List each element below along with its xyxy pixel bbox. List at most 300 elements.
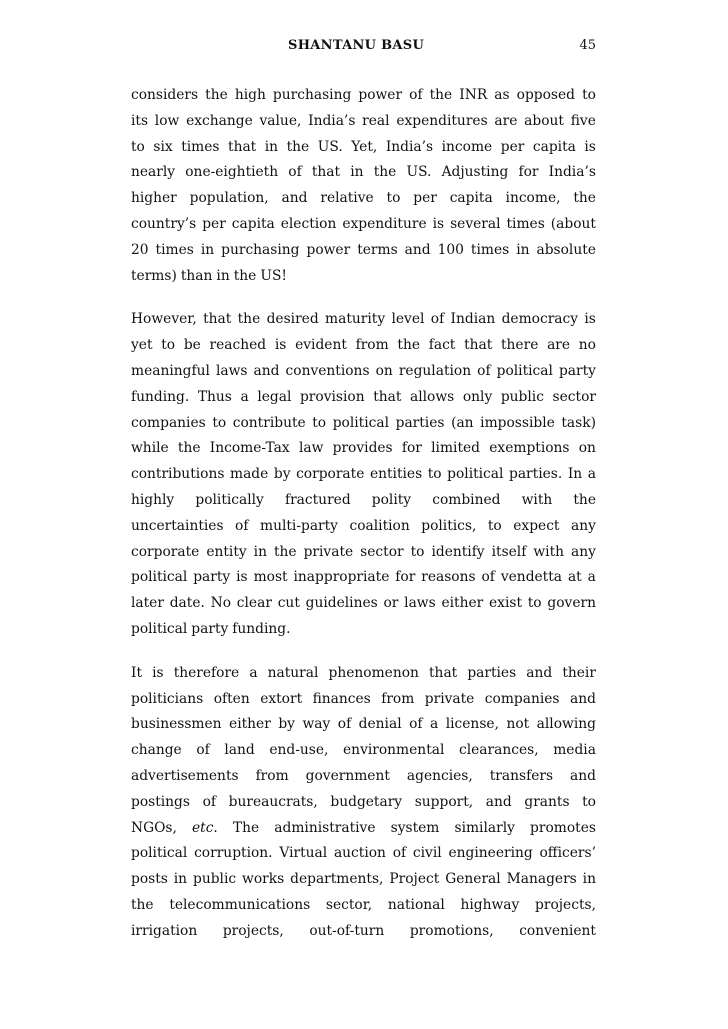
word: desired <box>266 311 319 328</box>
word: system <box>390 819 440 836</box>
word: law <box>298 440 324 457</box>
word: that <box>228 138 257 155</box>
word: the <box>237 311 261 328</box>
word: However, <box>131 311 197 328</box>
word: several <box>450 215 501 232</box>
word: real <box>362 112 390 129</box>
word: limited <box>431 440 481 457</box>
word: out-of-turn <box>309 922 385 939</box>
word: five <box>570 112 596 129</box>
word: any <box>571 543 596 560</box>
word: guidelines <box>305 595 378 612</box>
word: a <box>430 716 439 733</box>
word: way <box>302 716 331 733</box>
word: of <box>392 845 407 862</box>
word: companies <box>484 690 560 707</box>
word: In <box>567 466 583 483</box>
word: parties. <box>509 466 563 483</box>
word: is <box>432 215 445 232</box>
word: (an <box>451 414 474 431</box>
word: and <box>485 793 512 810</box>
word: and <box>526 664 553 681</box>
text-line <box>131 514 596 540</box>
word: promotions, <box>409 922 494 939</box>
word: power <box>358 87 403 103</box>
word: vendetta <box>500 569 563 586</box>
word: low <box>154 112 180 129</box>
word: projects, <box>222 922 284 939</box>
word: allows <box>410 388 455 405</box>
word: per <box>413 190 437 207</box>
word: of <box>409 87 423 103</box>
word: provides <box>332 440 393 457</box>
word: date. <box>169 595 205 612</box>
text-line <box>131 712 596 738</box>
word: politics, <box>421 517 477 534</box>
word: politicians <box>131 690 204 707</box>
word: engineering <box>448 845 533 862</box>
text-line <box>131 186 596 212</box>
word: meaningful <box>131 362 210 379</box>
word: civil <box>412 845 442 862</box>
text-line <box>131 893 596 919</box>
word: telecommunications <box>169 896 311 913</box>
word: a <box>587 569 596 586</box>
word: with <box>533 543 564 560</box>
word: funding. <box>232 620 291 637</box>
word: budgetary <box>330 793 403 810</box>
word: political <box>447 466 504 483</box>
word: combined <box>432 491 501 508</box>
word: for <box>401 440 422 457</box>
word: government <box>305 767 390 784</box>
word: exchange <box>186 112 253 129</box>
text-line <box>131 238 596 264</box>
word: clearances, <box>459 742 539 759</box>
word: is <box>236 569 248 586</box>
word: the <box>429 87 453 103</box>
word: irrigation <box>131 922 198 939</box>
word: to <box>131 138 145 155</box>
word: laws <box>215 362 248 379</box>
text-line <box>131 867 596 893</box>
word: end-use, <box>269 742 329 759</box>
word: political <box>332 414 390 431</box>
word: entities <box>369 466 423 483</box>
word: and <box>570 767 596 784</box>
word: departments, <box>290 871 384 888</box>
word: Thus <box>197 388 232 405</box>
word: of <box>477 362 491 379</box>
word: promotes <box>530 819 596 836</box>
word: at <box>567 569 582 586</box>
word: democracy <box>501 311 579 328</box>
word: its <box>131 112 149 129</box>
word: that <box>203 311 232 328</box>
word: laws <box>404 595 436 612</box>
word: Yet, <box>351 138 378 155</box>
word: the <box>205 87 228 103</box>
word: that <box>429 664 458 681</box>
word: phenomenon <box>328 664 419 681</box>
word: Income-Tax <box>209 440 290 457</box>
word: It <box>131 664 142 681</box>
word: high <box>234 87 266 103</box>
word: of <box>409 716 423 733</box>
word: postings <box>131 793 190 810</box>
word: political <box>496 362 553 379</box>
text-line <box>131 385 596 411</box>
word: from <box>355 337 389 354</box>
word: and <box>281 190 308 207</box>
word: from <box>255 767 289 784</box>
word: identify <box>431 543 485 560</box>
word: capita <box>532 138 576 155</box>
word: of <box>337 716 352 733</box>
word: The <box>232 819 260 836</box>
word: higher <box>131 190 177 207</box>
word: corporate <box>296 466 365 483</box>
word: considers <box>131 87 199 103</box>
word: reached <box>209 337 267 354</box>
word: highway <box>460 896 520 913</box>
word: party <box>191 620 229 637</box>
word: highly <box>131 491 175 508</box>
word: is <box>584 138 596 155</box>
word: denial <box>358 716 402 733</box>
word: political <box>131 845 188 862</box>
word: natural <box>267 664 319 681</box>
word: itself <box>491 543 527 560</box>
paragraph <box>131 83 596 289</box>
word: only <box>462 388 493 405</box>
word: impossible <box>480 414 555 431</box>
word: India’s <box>548 164 596 181</box>
word: clear <box>236 595 272 612</box>
word: exist <box>489 595 522 612</box>
word: in <box>253 543 267 560</box>
word: of <box>288 164 302 181</box>
word: most <box>253 569 288 586</box>
word: posts <box>131 871 168 888</box>
word: 100 <box>437 241 464 258</box>
word: environmental <box>343 742 445 759</box>
text-line <box>131 307 596 333</box>
word: entity <box>206 543 247 560</box>
word: for <box>395 569 416 586</box>
word: often <box>213 690 250 707</box>
word: that <box>464 337 493 354</box>
word: that <box>311 164 341 181</box>
word: be <box>183 337 201 354</box>
word: grants <box>524 793 570 810</box>
word: to <box>212 414 227 431</box>
word: power <box>306 241 351 258</box>
word: per <box>202 215 226 232</box>
word: Managers <box>506 871 577 888</box>
word: administrative <box>274 819 376 836</box>
word: times <box>470 241 510 258</box>
text-line <box>131 661 596 687</box>
word: from <box>381 690 415 707</box>
word: by <box>273 466 291 483</box>
word: a <box>249 664 258 681</box>
word: Adjusting <box>441 164 509 181</box>
word: a <box>587 466 596 483</box>
word: evident <box>295 337 347 354</box>
text-line <box>131 565 596 591</box>
text-line <box>131 462 596 488</box>
word: India’s <box>308 112 356 129</box>
word: INR <box>459 87 488 103</box>
word: Project <box>389 871 440 888</box>
word: not <box>506 716 530 733</box>
text-line <box>131 488 596 514</box>
word: expenditures <box>396 112 488 129</box>
word: allowing <box>536 716 596 733</box>
word: license, <box>445 716 499 733</box>
word: on <box>578 440 596 457</box>
word: relative <box>320 190 374 207</box>
word: in <box>216 267 230 284</box>
text-line <box>131 764 596 790</box>
word: expenditure <box>342 215 427 232</box>
word: NGOs, <box>131 819 177 836</box>
text-line <box>131 790 596 816</box>
word: to <box>527 595 542 612</box>
word: parties <box>467 664 517 681</box>
word: than <box>180 267 213 284</box>
word: US. <box>317 138 343 155</box>
text-line <box>131 212 596 238</box>
word: party <box>558 362 596 379</box>
word: of <box>430 311 445 328</box>
word: of <box>202 793 217 810</box>
word: contributions <box>131 466 225 483</box>
word: is <box>584 311 596 328</box>
word: income, <box>505 190 561 207</box>
word: task) <box>561 414 596 431</box>
word: their <box>562 664 596 681</box>
word: or <box>383 595 399 612</box>
word: agencies, <box>406 767 473 784</box>
word: sector, <box>325 896 373 913</box>
word: the <box>273 543 297 560</box>
word: polity <box>371 491 412 508</box>
word: that <box>373 388 402 405</box>
word: political <box>131 620 188 637</box>
word: fact <box>428 337 456 354</box>
text-line <box>131 109 596 135</box>
word: country’s <box>131 215 197 232</box>
word: inappropriate <box>293 569 390 586</box>
running-header-author: SHANTANU BASU <box>288 38 425 53</box>
word: US! <box>260 267 287 284</box>
body-text <box>131 83 596 963</box>
word: a <box>240 388 249 405</box>
word: expect <box>513 517 560 534</box>
word: No <box>210 595 232 612</box>
word: terms <box>357 241 398 258</box>
word: of <box>481 569 495 586</box>
word: purchasing <box>272 87 352 103</box>
word: corporate <box>131 543 200 560</box>
text-line <box>131 411 596 437</box>
word: works <box>242 871 285 888</box>
word: regulation <box>398 362 472 379</box>
word: to <box>427 466 442 483</box>
word: the <box>131 896 154 913</box>
word: officers’ <box>539 845 596 862</box>
word: funding. <box>131 388 190 405</box>
word: is <box>274 337 287 354</box>
word: value, <box>259 112 302 129</box>
word: coalition <box>349 517 410 534</box>
word: are <box>547 337 571 354</box>
word: one-eightieth <box>185 164 279 181</box>
word: companies <box>131 414 206 431</box>
word: for <box>518 164 539 181</box>
word: bureaucrats, <box>228 793 318 810</box>
word: conventions <box>285 362 370 379</box>
word: no <box>578 337 596 354</box>
word: reasons <box>421 569 476 586</box>
word: change <box>131 742 182 759</box>
word: multi-party <box>259 517 338 534</box>
word: six <box>153 138 173 155</box>
word: projects, <box>535 896 596 913</box>
word: capita <box>449 190 493 207</box>
word: to <box>582 793 596 810</box>
word: any <box>571 517 596 534</box>
word: Virtual <box>279 845 328 862</box>
word: public <box>500 388 544 405</box>
word: to <box>386 190 401 207</box>
word: and <box>253 362 280 379</box>
running-header <box>131 38 596 58</box>
text-line <box>131 919 596 945</box>
word: sector <box>360 543 404 560</box>
text-line <box>131 816 596 842</box>
word: later <box>131 595 164 612</box>
word: are <box>494 112 518 129</box>
paragraph <box>131 661 596 945</box>
word: extort <box>260 690 303 707</box>
word: sector <box>552 388 596 405</box>
word: absolute <box>536 241 596 258</box>
text-line <box>131 83 596 109</box>
word: either <box>229 716 271 733</box>
word: to <box>161 337 176 354</box>
word: media <box>553 742 596 759</box>
word: to <box>410 543 425 560</box>
word: finances <box>312 690 371 707</box>
word: the <box>233 267 257 284</box>
word: capita <box>231 215 275 232</box>
word: political <box>131 569 188 586</box>
word: fractured <box>284 491 351 508</box>
word: and <box>569 690 596 707</box>
word: legal <box>257 388 292 405</box>
word: times <box>155 241 194 258</box>
word: auction <box>333 845 386 862</box>
text-line <box>131 333 596 359</box>
word: transfers <box>489 767 554 784</box>
word: corruption. <box>194 845 273 862</box>
word: etc. <box>191 819 218 836</box>
word: (about <box>550 215 596 232</box>
word: times <box>506 215 545 232</box>
paragraph <box>131 307 596 642</box>
word: terms) <box>131 267 177 284</box>
word: either <box>441 595 484 612</box>
text-line <box>131 264 596 290</box>
text-line <box>131 841 596 867</box>
word: election <box>280 215 337 232</box>
word: on <box>375 362 393 379</box>
word: the <box>573 491 596 508</box>
word: level <box>391 311 425 328</box>
word: support, <box>414 793 474 810</box>
text-line <box>131 135 596 161</box>
word: is <box>152 664 164 681</box>
text-line <box>131 617 596 643</box>
text-line <box>131 359 596 385</box>
word: income <box>441 138 493 155</box>
word: to <box>312 414 327 431</box>
word: in <box>264 138 279 155</box>
word: public <box>193 871 237 888</box>
word: in <box>173 871 188 888</box>
word: cut <box>277 595 300 612</box>
text-line <box>131 160 596 186</box>
word: US. <box>406 164 432 181</box>
text-line <box>131 591 596 617</box>
word: maturity <box>325 311 386 328</box>
word: purchasing <box>221 241 300 258</box>
page-number: 45 <box>579 38 596 53</box>
word: party <box>193 569 231 586</box>
word: to <box>582 87 596 103</box>
word: private <box>303 543 354 560</box>
word: of <box>235 517 249 534</box>
word: the <box>397 337 421 354</box>
word: by <box>278 716 295 733</box>
word: convenient <box>519 922 596 939</box>
word: the <box>177 440 201 457</box>
word: the <box>573 190 596 207</box>
word: in <box>200 241 215 258</box>
word: land <box>224 742 255 759</box>
text-line <box>131 540 596 566</box>
word: provision <box>299 388 365 405</box>
word: with <box>521 491 553 508</box>
word: to <box>487 517 502 534</box>
word: parties <box>395 414 445 431</box>
word: General <box>445 871 501 888</box>
word: there <box>501 337 539 354</box>
word: about <box>524 112 564 129</box>
word: in <box>582 871 596 888</box>
word: of <box>196 742 210 759</box>
word: therefore <box>173 664 240 681</box>
word: while <box>131 440 169 457</box>
text-line <box>131 436 596 462</box>
word: the <box>286 138 310 155</box>
word: in <box>350 164 364 181</box>
word: contribute <box>232 414 306 431</box>
word: Indian <box>450 311 496 328</box>
